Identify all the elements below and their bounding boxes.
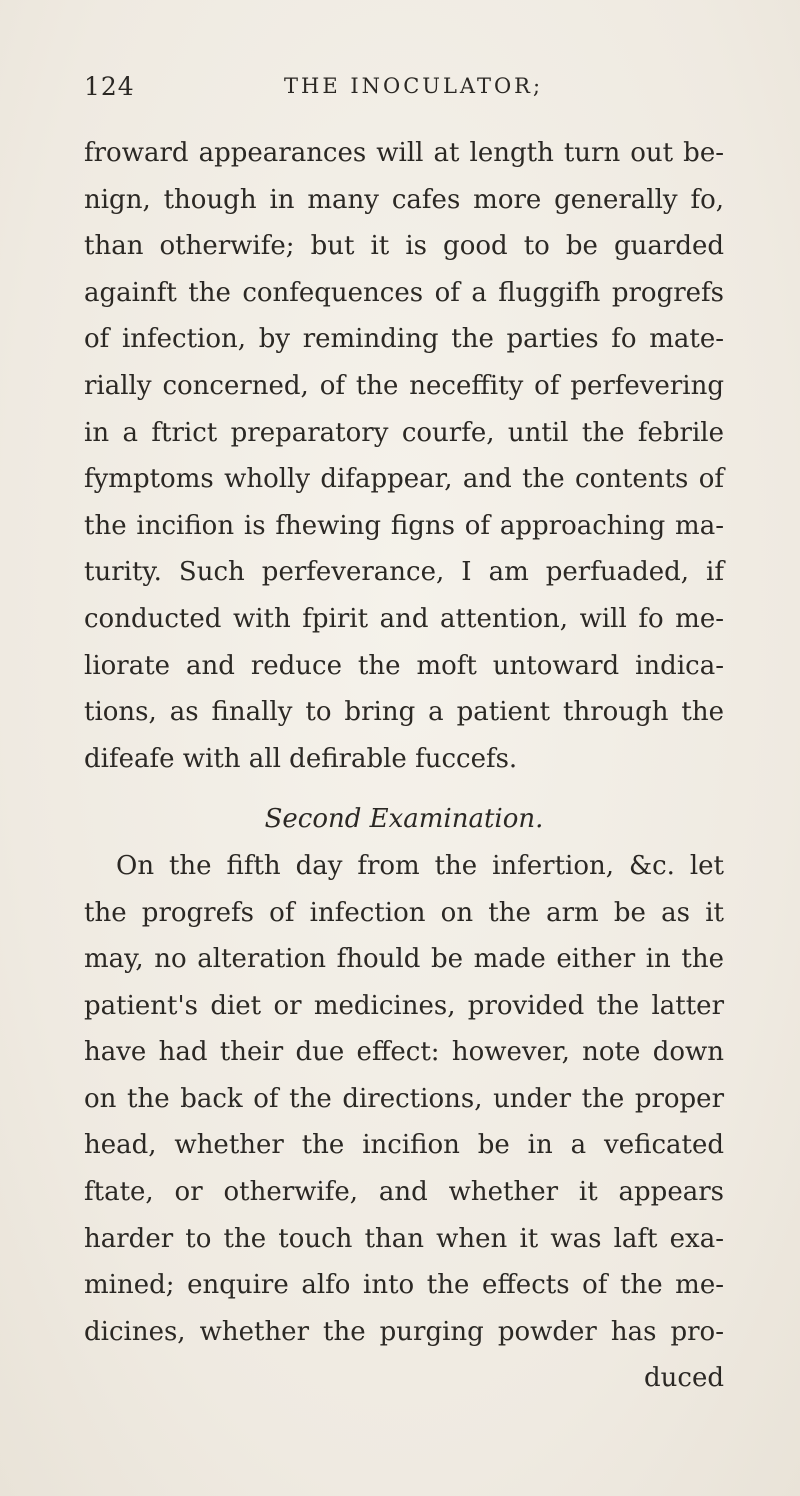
text-line: froward appearances will at length turn out be- xyxy=(84,138,724,168)
text-line: patient's diet or medicines, provided the latter xyxy=(84,990,724,1021)
text-line: on the back of the directions, under the proper xyxy=(84,1083,724,1114)
text-line: turity. Such perfeverance, I am perfuaded, if xyxy=(84,557,724,588)
text-line: have had their due effect: however, note down xyxy=(84,1037,724,1068)
text-line: ftate, or otherwife, and whether it appears xyxy=(84,1177,724,1208)
text-line: dicines, whether the purging powder has pro- xyxy=(84,1316,724,1347)
text-line: mined; enquire alfo into the effects of the me- xyxy=(84,1270,724,1301)
text-line: may, no alteration fhould be made either in the xyxy=(84,944,724,975)
text-line: the progrefs of infection on the arm be as it xyxy=(84,897,724,928)
text-line: harder to the touch than when it was laft exa- xyxy=(84,1223,724,1254)
page-number: 124 xyxy=(84,72,135,101)
text-line: On the fifth day from the infertion, &c. let xyxy=(116,850,724,881)
text-line: than otherwife; but it is good to be guarded xyxy=(84,231,724,262)
section-heading: Second Examination. xyxy=(264,804,544,835)
text-line: rially concerned, of the neceffity of perfevering xyxy=(84,370,724,401)
page-header xyxy=(84,72,724,112)
body-text xyxy=(84,130,724,1402)
text-line: difeafe with all defirable fuccefs. xyxy=(84,743,518,774)
text-line: liorate and reduce the moft untoward indica- xyxy=(84,650,724,681)
text-line: in a ftrict preparatory courfe, until the febrile xyxy=(84,417,724,448)
text-line: nign, though in many cafes more generally fo, xyxy=(84,184,724,215)
text-line: of infection, by reminding the parties fo mate- xyxy=(84,324,724,355)
text-line: againft the confequences of a fluggifh progrefs xyxy=(84,277,724,308)
catchword: duced xyxy=(644,1363,724,1394)
text-line: head, whether the incifion be in a veficated xyxy=(84,1130,724,1161)
text-line: conducted with fpirit and attention, will fo me- xyxy=(84,603,724,634)
text-line: the incifion is fhewing figns of approaching ma- xyxy=(84,510,724,541)
text-line: fymptoms wholly difappear, and the contents of xyxy=(84,464,724,495)
running-head: THE INOCULATOR; xyxy=(284,74,544,98)
text-line: tions, as finally to bring a patient through the xyxy=(84,697,724,728)
